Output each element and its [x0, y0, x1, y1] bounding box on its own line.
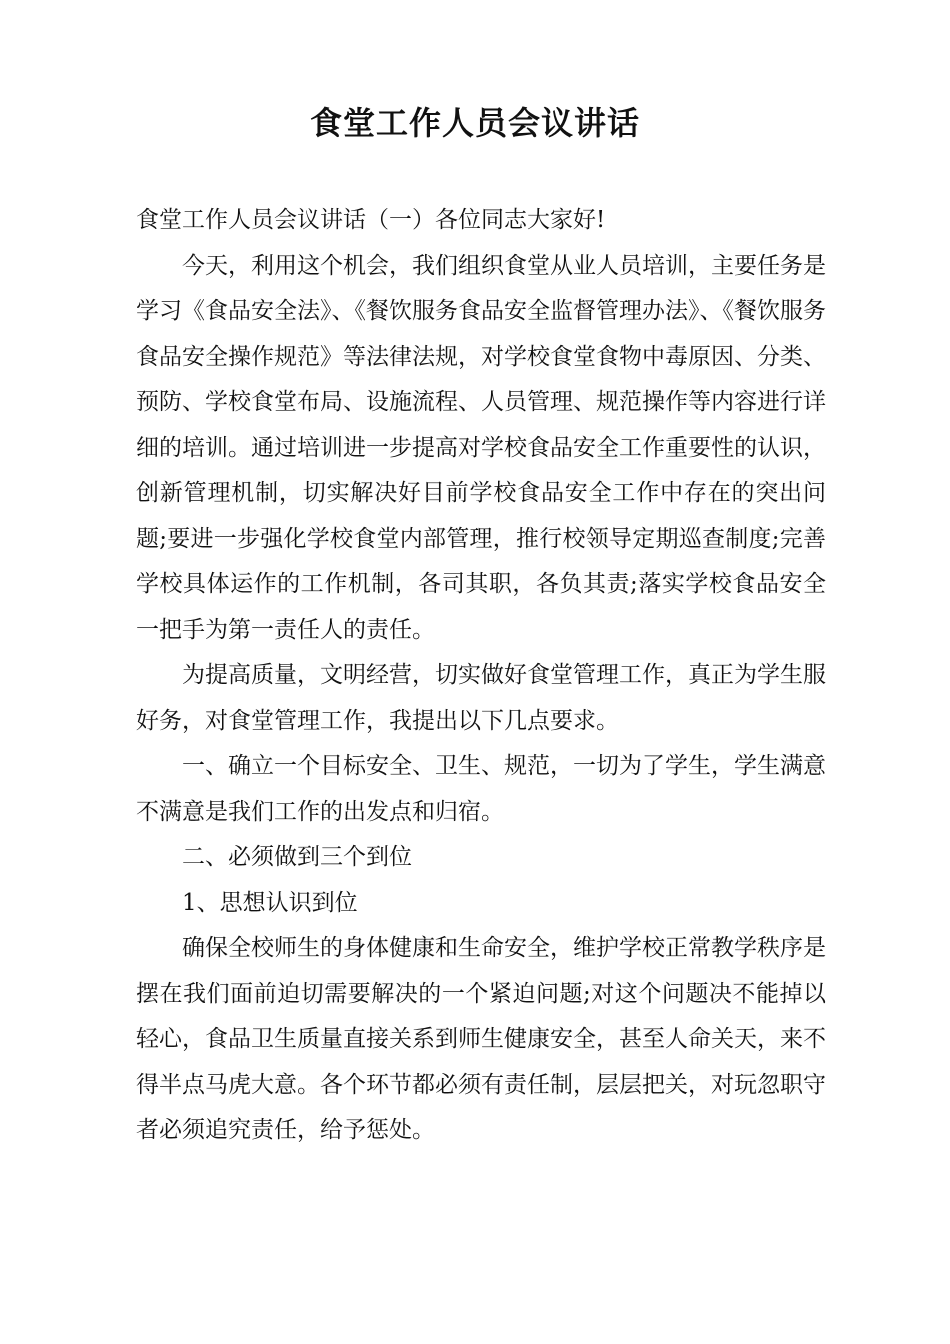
paragraph-goal: 一、确立一个目标安全、卫生、规范，一切为了学生，学生满意不满意是我们工作的出发点和归宿。 [136, 753, 826, 825]
paragraph-training-overview: 今天，利用这个机会，我们组织食堂从业人员培训，主要任务是学习《食品安全法》、《餐饮服务食品安全监督管理办法》、《餐饮服务食品安全操作规范》等法律法规，对学校食堂食物中毒原因、分类、预防、学校食堂布局、设施流程、人员管理、规范操作等内容进行详细的培训。通过培训进一步提高对学校食品安全工作重要性的认识，创新管理机制，切实解决好目前学校食品安全工作中存在的突出问题;要进一步强化学校食堂内部管理，推行校领导定期巡查制度;完善学校具体运作的工作机制，各司其职，各负其责;落实学校食品安全一把手为第一责任人的责任。 [136, 252, 826, 643]
document-title: 食堂工作人员会议讲话 [309, 104, 640, 142]
paragraph-subsection-heading: 1、思想认识到位 [182, 889, 358, 916]
paragraph-section-heading: 二、必须做到三个到位 [182, 844, 412, 870]
paragraph-safety-awareness: 确保全校师生的身体健康和生命安全，维护学校正常教学秩序是摆在我们面前迫切需要解决的一个紧迫问题;对这个问题决不能掉以轻心，食品卫生质量直接关系到师生健康安全，甚至人命关天，来不得半点马虎大意。各个环节都必须有责任制，层层把关，对玩忽职守者必须追究责任，给予惩处。 [136, 935, 826, 1143]
paragraph-greeting: 食堂工作人员会议讲话（一）各位同志大家好! [136, 207, 606, 233]
paragraph-requirements-intro: 为提高质量，文明经营，切实做好食堂管理工作，真正为学生服好务，对食堂管理工作，我提出以下几点要求。 [136, 662, 826, 734]
document-body [136, 198, 826, 1154]
